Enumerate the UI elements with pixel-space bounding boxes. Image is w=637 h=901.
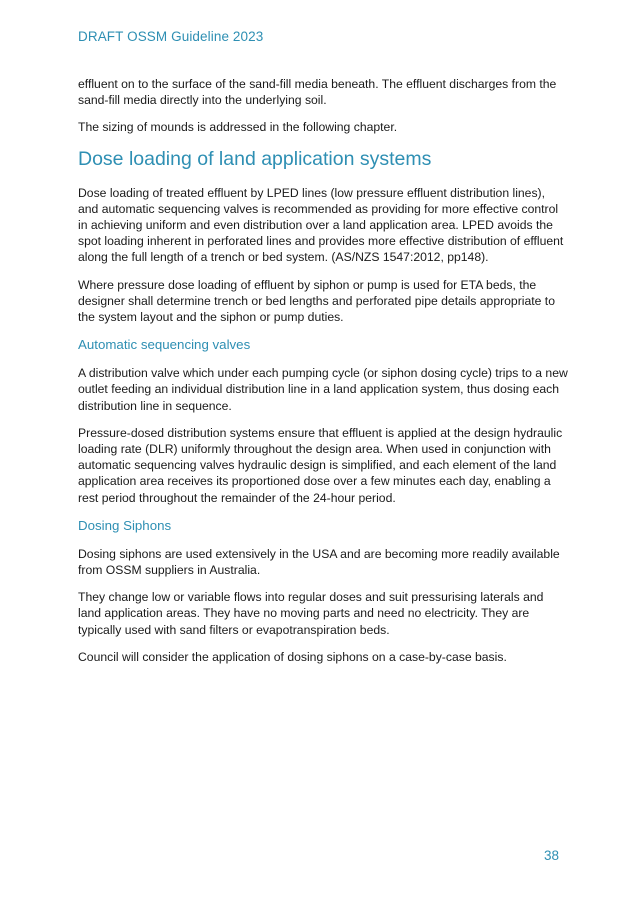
paragraph-dose-loading-2: Where pressure dose loading of effluent by siphon or pump is used for ETA beds, the designer shall determine trench or bed lengths and perforated pipe details appropriate to the system layout and the siphon or pump duties. (78, 277, 555, 325)
subheading-automatic-sequencing-valves: Automatic sequencing valves (78, 337, 251, 353)
paragraph-siphons-3: Council will consider the application of dosing siphons on a case-by-case basis. (78, 649, 507, 664)
paragraph-mound-sizing: The sizing of mounds is addressed in the following chapter. (78, 120, 398, 135)
page-body (78, 76, 568, 676)
paragraph-valves-1: A distribution valve which under each pumping cycle (or siphon dosing cycle) trips to a new outlet feeding an individual distribution line in a land application system, thus dosing each distribution line in sequence. (78, 366, 568, 413)
paragraph-valves-2: Pressure-dosed distribution systems ensure that effluent is applied at the design hydraulic loading rate (DLR) uniformly throughout the design area. When used in conjunction with automatic sequencing valves hydraulic design is simplified, and each element of the land application area receives its proportioned dose over a few minutes each day, enabling a rest period throughout the remainder of the 24-hour period. (78, 425, 563, 505)
section-heading-dose-loading: Dose loading of land application systems (78, 147, 432, 170)
paragraph-siphons-1: Dosing siphons are used extensively in the USA and are becoming more readily available from OSSM suppliers in Australia. (78, 546, 560, 578)
running-header: DRAFT OSSM Guideline 2023 (78, 29, 264, 44)
paragraph-intro-continuation: effluent on to the surface of the sand-fill media beneath. The effluent discharges from the sand-fill media directly into the underlying soil. (78, 77, 557, 108)
paragraph-siphons-2: They change low or variable flows into regular doses and suit pressurising laterals and land application areas. They have no moving parts and need no electricity. They are typically used with sand filters or evapotranspiration beds. (78, 590, 544, 637)
subheading-dosing-siphons: Dosing Siphons (78, 517, 172, 533)
paragraph-dose-loading-1: Dose loading of treated effluent by LPED lines (low pressure effluent distribution lines), and automatic sequencing valves is recommended as providing for more effective control in achieving uniform and even distribution over a land application area. LPED avoids the spot loading inherent in perforated lines and provides more effective distribution of effluent along the full length of a trench or bed system. (AS/NZS 1547:2012, pp148). (78, 185, 564, 265)
page-number: 38 (543, 848, 559, 863)
